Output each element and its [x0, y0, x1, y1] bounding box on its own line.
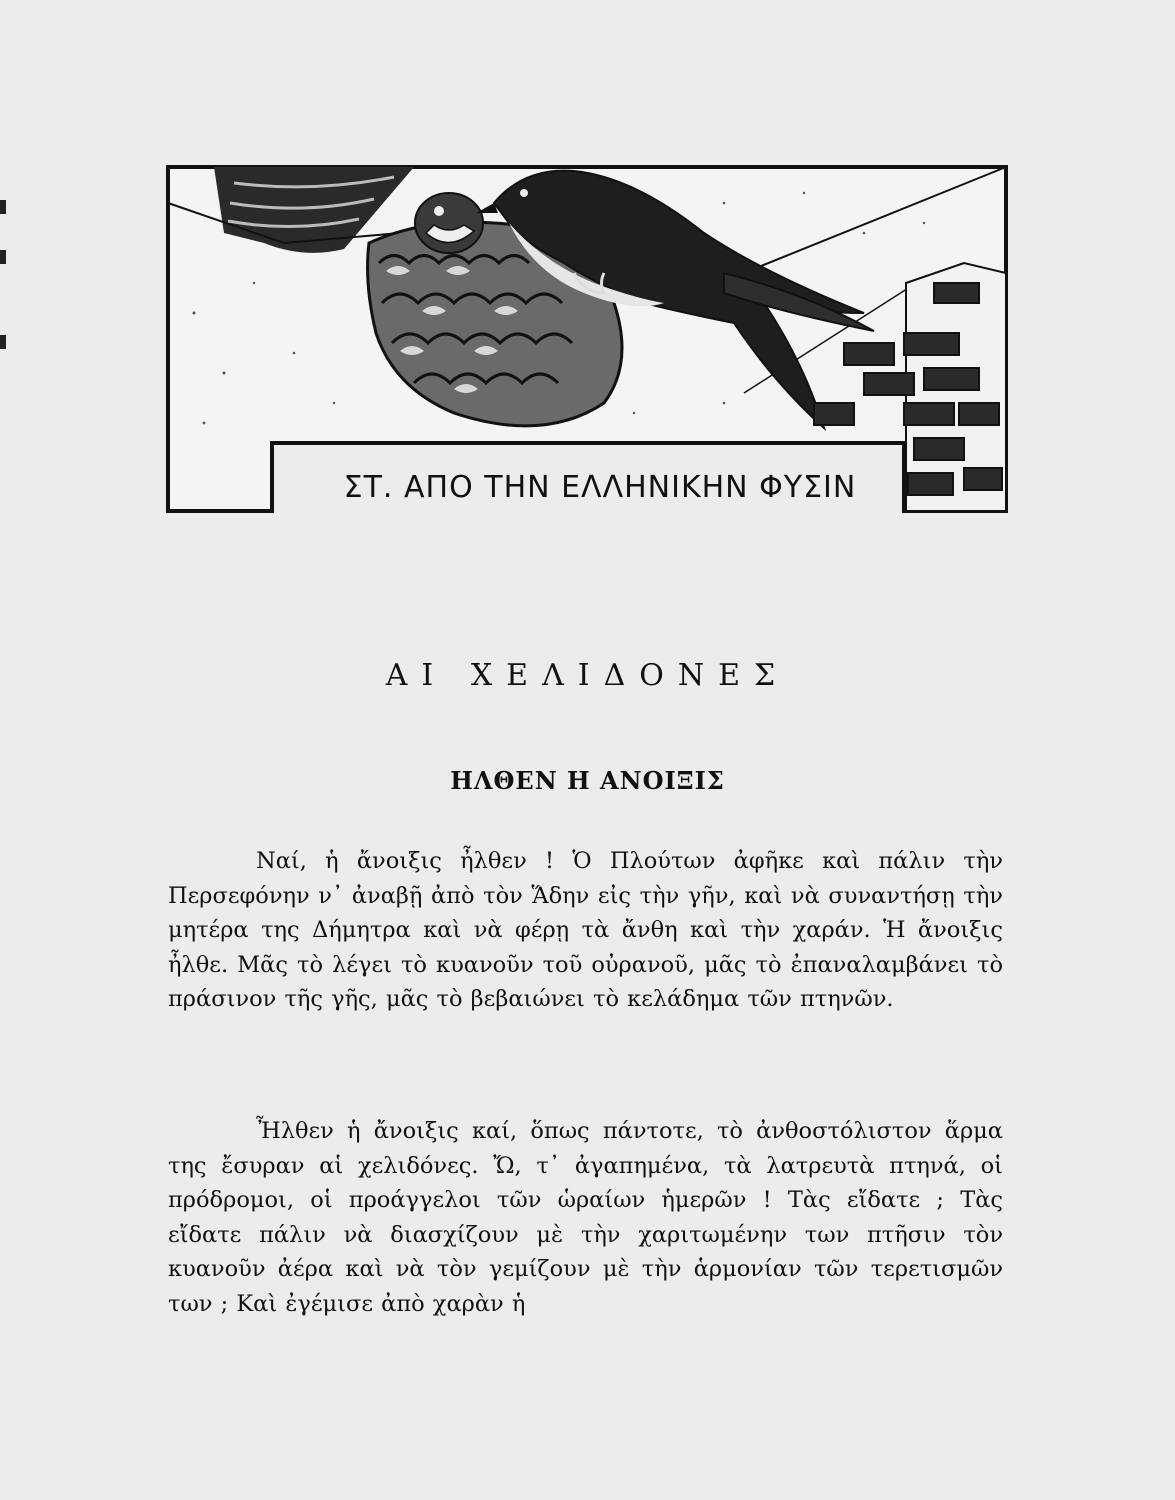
chick-icon — [415, 193, 483, 253]
paragraph: Ναί, ἡ ἄνοιξις ἦλθεν ! Ὁ Πλούτων ἀφῆκε καὶ πάλιν τὴν Περσεφόνην ν᾿ ἀναβῇ ἀπὸ τὸν Ἅδην εἰς τὴν γῆν, καὶ νὰ συναντήσῃ τὴν μητέρα της Δήμητρα καὶ νὰ φέρῃ τὰ ἄνθη καὶ τὴν χαράν. Ἡ ἄνοιξις ἦλθε. Μᾶς τὸ λέγει τὸ κυανοῦν τοῦ οὐρανοῦ, μᾶς τὸ ἐπαναλαμβάνει τὸ πράσινον τῆς γῆς, μᾶς τὸ βεβαιώνει τὸ κελάδημα τῶν πτηνῶν. — [168, 848, 1003, 1012]
binding-mark — [0, 250, 6, 264]
chapter-subtitle: ΗΛΘΕΝ Η ΑΝΟΙΞΙΣ — [450, 766, 725, 795]
chapter-title: ΑΙ ΧΕΛΙΔΟΝΕΣ — [385, 658, 790, 693]
binding-mark — [0, 200, 6, 214]
paragraph: Ἦλθεν ἡ ἄνοιξις καί, ὅπως πάντοτε, τὸ ἀνθοστόλιστον ἅρμα της ἔσυραν αἱ χελιδόνες. Ὤ, τ᾿ ἀγαπημένα, τὰ λατρευτὰ πτηνά, οἱ πρόδρομοι, οἱ προάγγελοι τῶν ὡραίων ἡμερῶν ! Τὰς εἴδατε ; Τὰς εἴδατε πάλιν νὰ διασχίζουν μὲ τὴν χαριτωμένην των πτῆσιν τὸν κυανοῦν ἀέρα καὶ νὰ τὸν γεμίζουν μὲ τὴν ἁρμονίαν τῶν τερετισμῶν των ; Καὶ ἐγέμισε ἀπὸ χαρὰν ἡ — [168, 1118, 1003, 1317]
section-title: ΣΤ. ΑΠΟ ΤΗΝ ΕΛΛΗΝΙΚΗΝ ΦΥΣΙΝ — [343, 470, 857, 505]
swallow-nest-illustration — [164, 163, 1010, 515]
binding-mark — [0, 335, 6, 349]
